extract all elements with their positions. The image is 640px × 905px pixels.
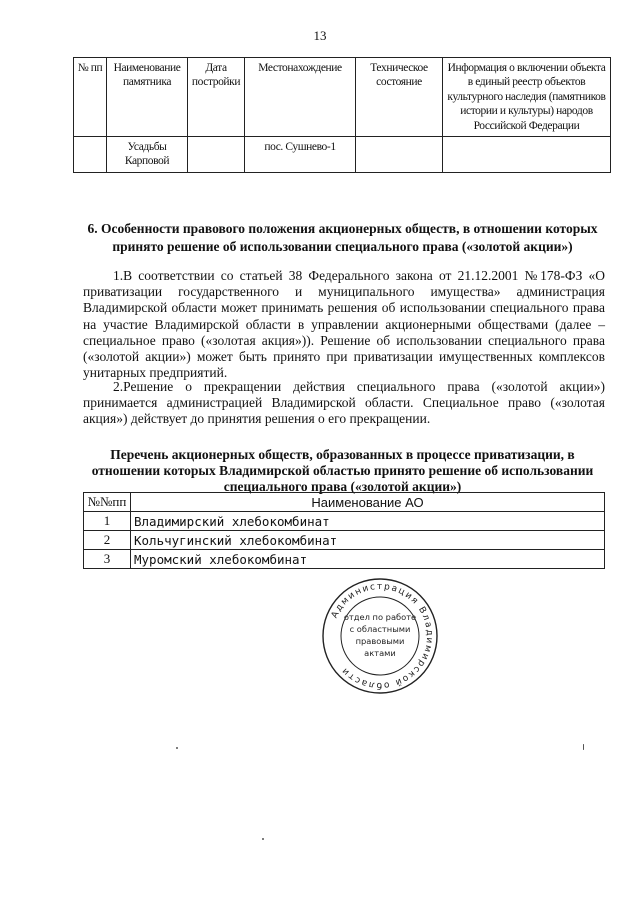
scan-speck — [583, 744, 584, 750]
column-header: Техническое состояние — [356, 58, 443, 137]
ao-list-title: Перечень акционерных обществ, образованных в процессе приватизации, в отношении которых Владимирской областью принято решение об использовании специального права («золотой акции») — [91, 447, 594, 495]
paragraph-1 — [83, 268, 605, 381]
table-row — [84, 512, 605, 531]
stamp-outer-text: Администрация Владимирской области — [329, 581, 435, 691]
table-header-row — [84, 493, 605, 512]
table-cell — [188, 136, 245, 172]
scan-speck — [262, 838, 264, 840]
paragraph-1-text: 1.В соответствии со статьей 38 Федерального закона от 21.12.2001 №178-ФЗ «О приватизации государственного и муниципального имущества» администрация Владимирской области может принимать решения об использовании специального права на участие Владимирской области в управлении акционерными обществами (далее – специальное право («золотая акция»)). Решение об использовании специального права («золотой акции») может быть принято при приватизации имущественных комплексов унитарных предприятий. — [83, 268, 605, 381]
row-number: 2 — [84, 531, 131, 550]
column-header: Дата постройки — [188, 58, 245, 137]
official-stamp — [320, 576, 440, 696]
table-row — [74, 136, 611, 172]
stamp-inner-line: отдел по работе — [343, 612, 417, 622]
table-header-row — [74, 58, 611, 137]
column-header-name: Наименование АО — [131, 493, 605, 512]
row-number: 3 — [84, 550, 131, 569]
section-title: 6. Особенности правового положения акционерных обществ, в отношении которых принято решение об использовании специального права («золотой акции») — [87, 221, 598, 255]
monuments-table — [73, 57, 611, 173]
column-header: № пп — [74, 58, 107, 137]
scan-speck — [176, 747, 178, 749]
table-row — [84, 531, 605, 550]
stamp-inner-line: с областными — [349, 624, 411, 634]
column-header: Наименование памятника — [107, 58, 188, 137]
paragraph-2 — [83, 379, 605, 428]
table-cell — [356, 136, 443, 172]
ao-name: Муромский хлебокомбинат — [131, 550, 605, 569]
column-header: Информация о включении объекта в единый реестр объектов культурного наследия (памятников истории и культуры) народов Российской Федерации — [443, 58, 611, 137]
row-number: 1 — [84, 512, 131, 531]
page-number: 13 — [313, 28, 327, 43]
ao-name: Кольчугинский хлебокомбинат — [131, 531, 605, 550]
stamp-inner-line: правовыми — [355, 636, 405, 646]
stamp-inner-line: актами — [364, 648, 396, 658]
column-header-num: №№пп — [84, 493, 131, 512]
ao-table — [83, 492, 605, 569]
table-cell: пос. Сушнево-1 — [245, 136, 356, 172]
table-cell: Усадьбы Карповой — [107, 136, 188, 172]
table-cell — [443, 136, 611, 172]
column-header: Местонахождение — [245, 58, 356, 137]
table-cell — [74, 136, 107, 172]
paragraph-2-text: 2.Решение о прекращении действия специального права («золотой акции») принимается администрацией Владимирской области. Специальное право («золотая акция») действует до принятия решения о его прекращении. — [83, 379, 605, 427]
table-row — [84, 550, 605, 569]
ao-name: Владимирский хлебокомбинат — [131, 512, 605, 531]
